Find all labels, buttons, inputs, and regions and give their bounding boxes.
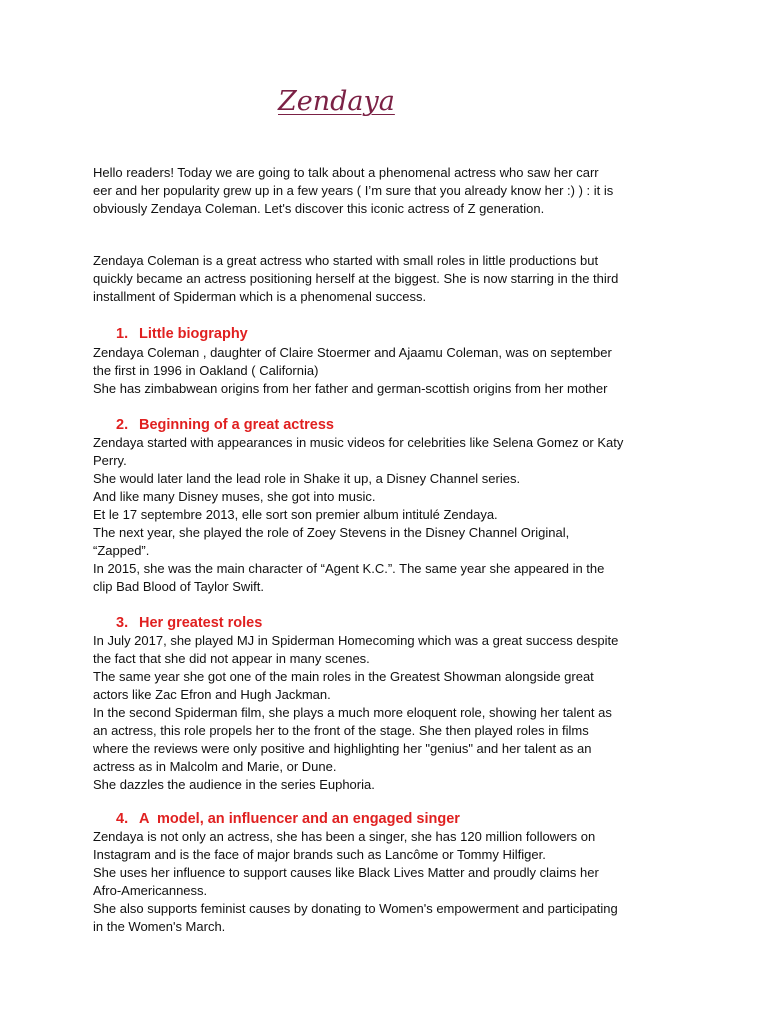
- text-line: “Zapped”.: [93, 543, 150, 558]
- section-heading-text: Little biography: [139, 326, 248, 342]
- section-body-model-influencer: [93, 828, 693, 936]
- section-heading-text: Beginning of a great actress: [139, 417, 334, 433]
- text-line: In 2015, she was the main character of “Agent K.C.”. The same year she appeared in the: [93, 561, 605, 576]
- text-line: where the reviews were only positive and highlighting her "genius" and her talent as an: [93, 741, 592, 756]
- text-line: She would later land the lead role in Shake it up, a Disney Channel series.: [93, 471, 521, 486]
- section-body-biography: [93, 344, 693, 398]
- text-line: Zendaya is not only an actress, she has been a singer, she has 120 million followers on: [93, 829, 596, 844]
- intro-paragraph: [93, 164, 693, 218]
- text-line: an actress, this role propels her to the front of the stage. She then played roles in films: [93, 723, 589, 738]
- section-heading-text: Her greatest roles: [139, 615, 263, 631]
- section-heading-beginning: [116, 416, 334, 434]
- section-number: 4.: [116, 811, 129, 827]
- text-line: the first in 1996 in Oakland ( California): [93, 363, 319, 378]
- text-line: actors like Zac Efron and Hugh Jackman.: [93, 687, 331, 702]
- section-heading-text: A model, an influencer and an engaged singer: [139, 811, 460, 827]
- text-line: The same year she got one of the main roles in the Greatest Showman alongside great: [93, 669, 594, 684]
- text-line: She uses her influence to support causes like Black Lives Matter and proudly claims her: [93, 865, 599, 880]
- text-line: Zendaya Coleman , daughter of Claire Stoermer and Ajaamu Coleman, was on september: [93, 345, 612, 360]
- section-heading-biography: [116, 325, 248, 343]
- section-number: 3.: [116, 615, 129, 631]
- text-line: actress as in Malcolm and Marie, or Dune.: [93, 759, 337, 774]
- section-number: 2.: [116, 417, 129, 433]
- text-line: Hello readers! Today we are going to talk about a phenomenal actress who saw her carr: [93, 165, 599, 180]
- text-line: Afro-Americanness.: [93, 883, 208, 898]
- text-line: She has zimbabwean origins from her father and german-scottish origins from her mother: [93, 381, 608, 396]
- section-number: 1.: [116, 326, 129, 342]
- text-line: Zendaya started with appearances in music videos for celebrities like Selena Gomez or Katy: [93, 435, 624, 450]
- text-line: And like many Disney muses, she got into music.: [93, 489, 376, 504]
- text-line: Et le 17 septembre 2013, elle sort son premier album intitulé Zendaya.: [93, 507, 498, 522]
- text-line: Zendaya Coleman is a great actress who started with small roles in little productions but: [93, 253, 599, 268]
- text-line: clip Bad Blood of Taylor Swift.: [93, 579, 265, 594]
- text-line: In July 2017, she played MJ in Spiderman Homecoming which was a great success despite: [93, 633, 619, 648]
- text-line: She also supports feminist causes by donating to Women's empowerment and participating: [93, 901, 618, 916]
- summary-paragraph: [93, 252, 693, 306]
- text-line: In the second Spiderman film, she plays a much more eloquent role, showing her talent as: [93, 705, 612, 720]
- document-title: Zendaya: [278, 86, 395, 117]
- text-line: Perry.: [93, 453, 127, 468]
- text-line: installment of Spiderman which is a phenomenal success.: [93, 289, 427, 304]
- section-heading-greatest-roles: [116, 614, 262, 632]
- text-line: Instagram and is the face of major brands such as Lancôme or Tommy Hilfiger.: [93, 847, 546, 862]
- text-line: the fact that she did not appear in many scenes.: [93, 651, 370, 666]
- section-body-beginning: [93, 434, 693, 596]
- text-line: The next year, she played the role of Zoey Stevens in the Disney Channel Original,: [93, 525, 570, 540]
- section-heading-model-influencer: [116, 810, 460, 828]
- section-body-greatest-roles: [93, 632, 693, 794]
- text-line: eer and her popularity grew up in a few years ( I’m sure that you already know her :) ) : it is: [93, 183, 614, 198]
- text-line: obviously Zendaya Coleman. Let's discover this iconic actress of Z generation.: [93, 201, 545, 216]
- text-line: in the Women's March.: [93, 919, 226, 934]
- text-line: She dazzles the audience in the series Euphoria.: [93, 777, 375, 792]
- text-line: quickly became an actress positioning herself at the biggest. She is now starring in the third: [93, 271, 619, 286]
